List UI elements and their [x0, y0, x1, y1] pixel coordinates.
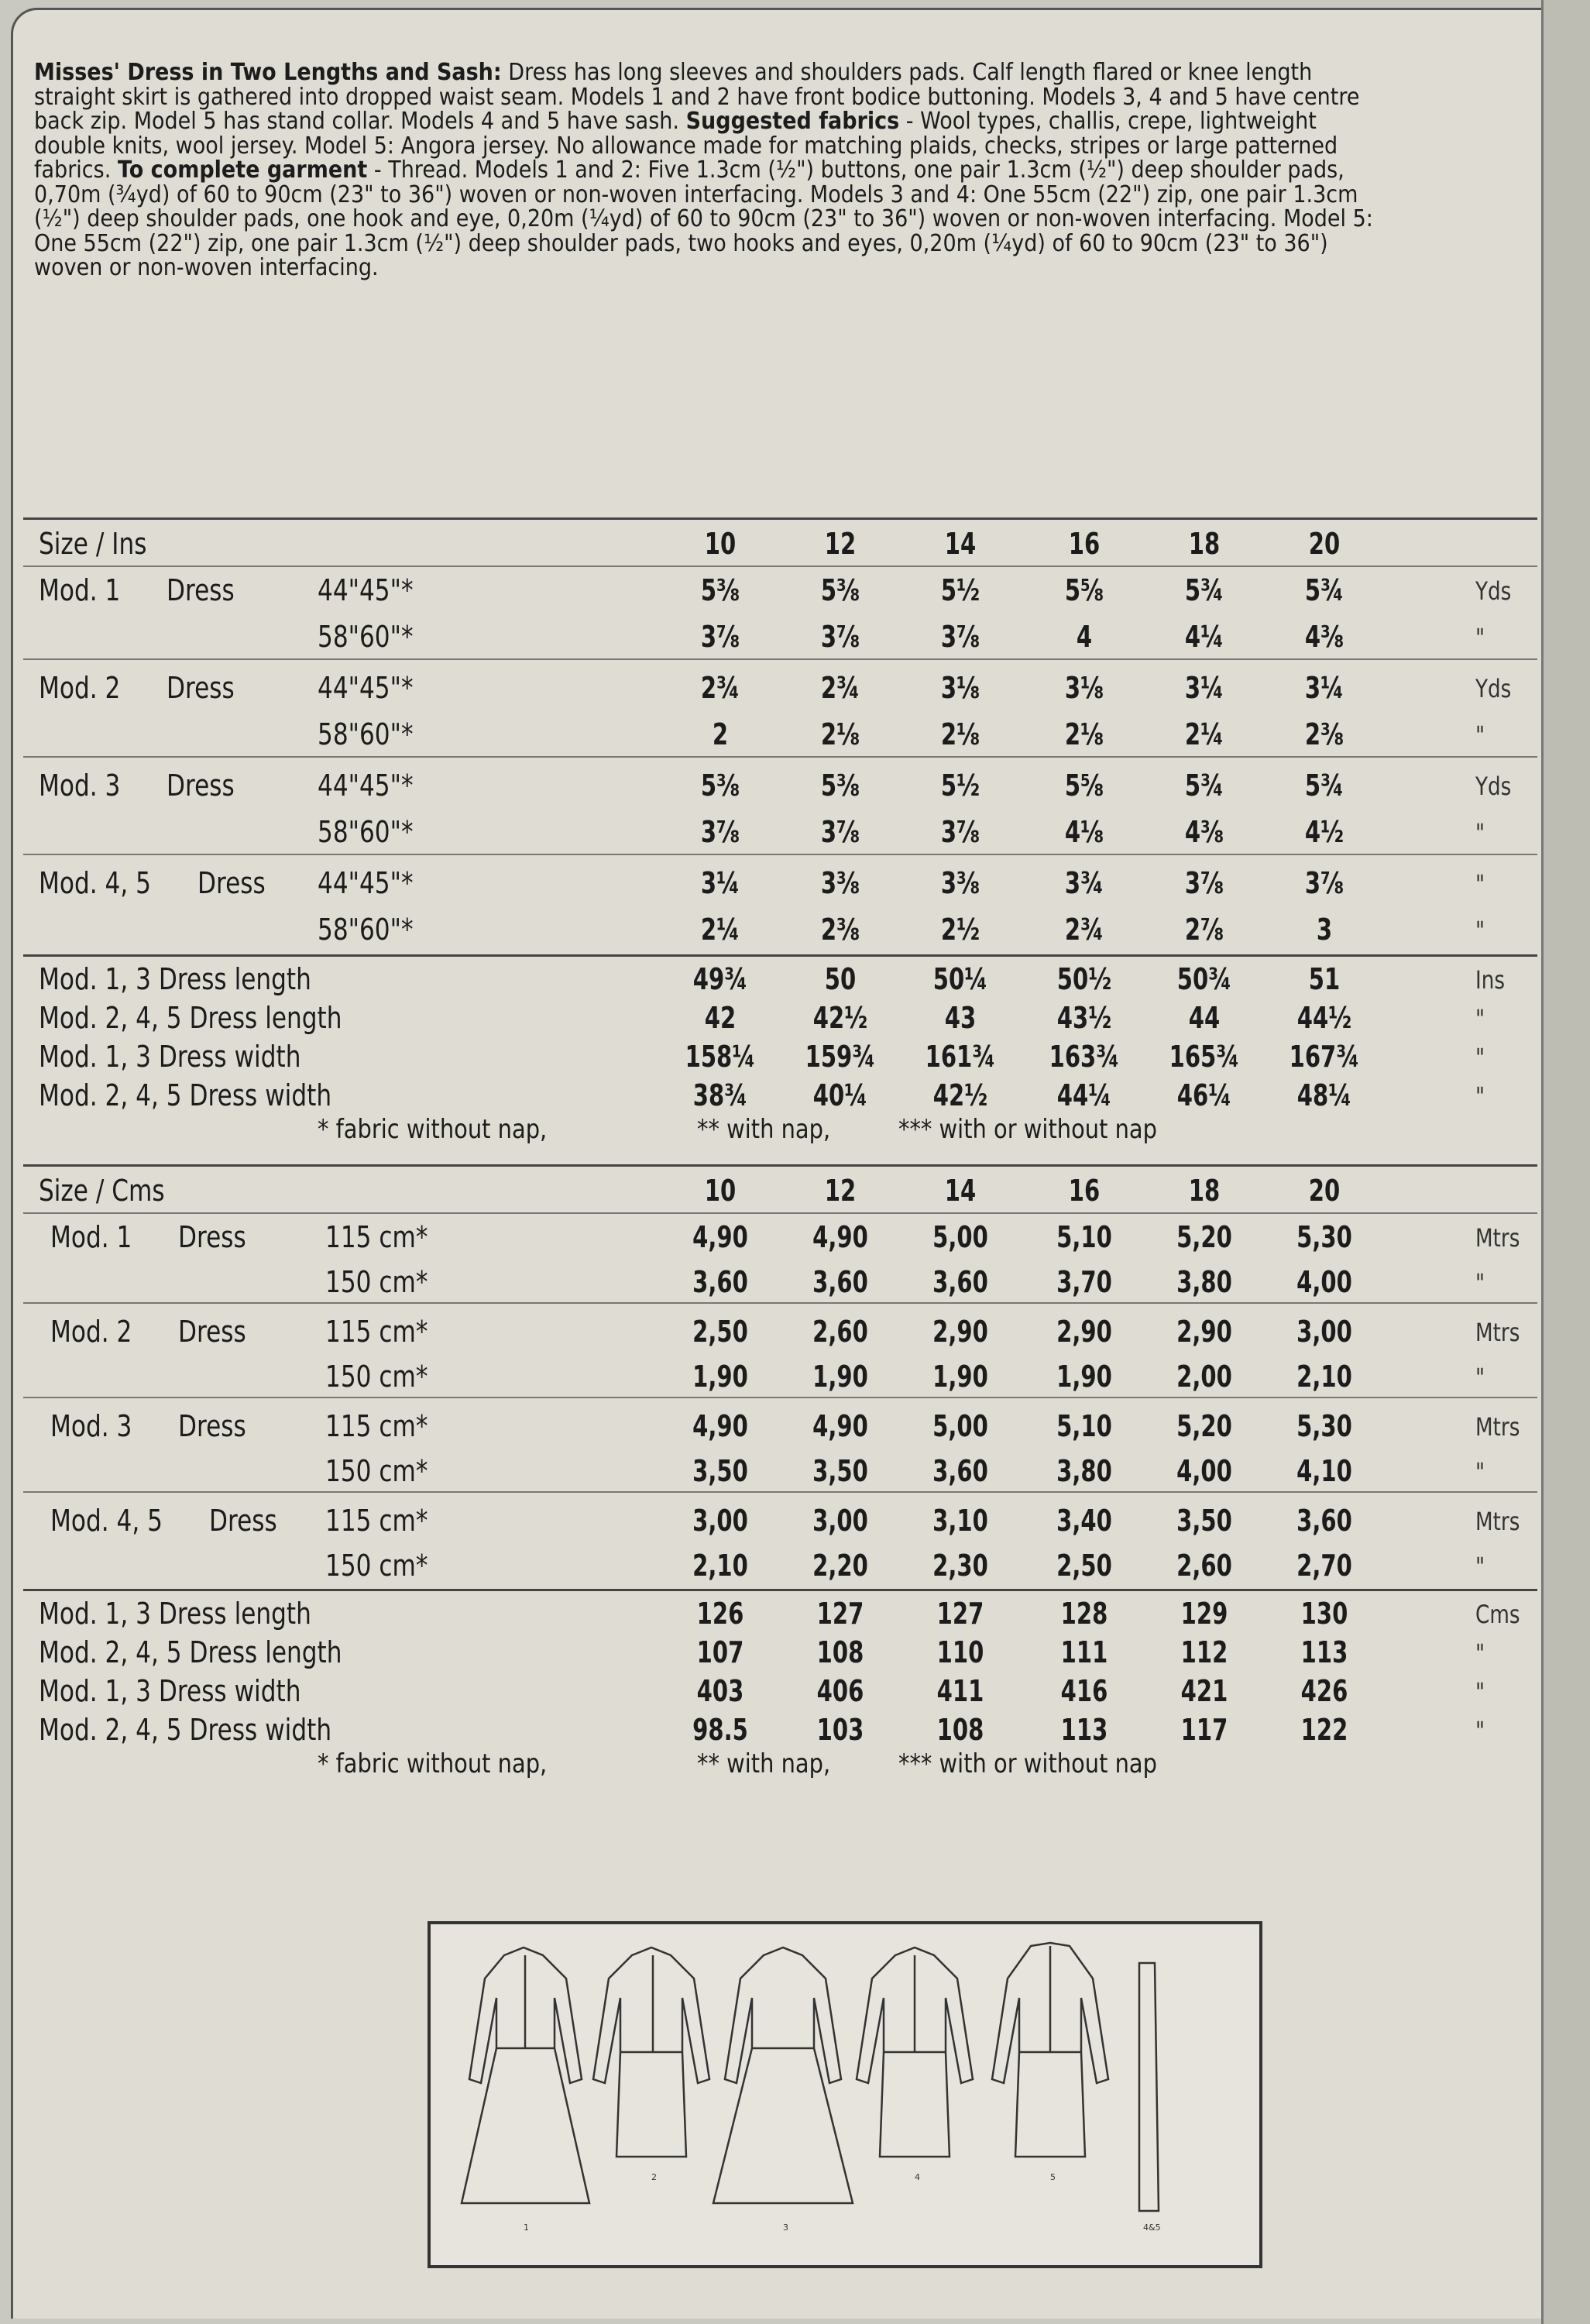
ins-size-20: 20 — [1308, 527, 1341, 561]
cms-measure-cell: 113 — [1060, 1713, 1108, 1747]
cms-yardage-cell: 4,00 — [1296, 1265, 1352, 1299]
cms-unit: " — [1475, 1457, 1485, 1487]
ins-size-14: 14 — [944, 527, 977, 561]
cms-measure-cell: 127 — [936, 1597, 984, 1631]
ins-yardage-cell: 5¾ — [1184, 768, 1224, 803]
drawing-label-5: 5 — [1050, 2172, 1056, 2182]
ins-measure-cell: 163¾ — [1049, 1040, 1120, 1074]
model-1-drawing — [462, 1948, 589, 2203]
cms-unit: " — [1475, 1363, 1485, 1392]
cms-footnote-2: ** with nap, — [697, 1748, 831, 1779]
ins-yardage-cell: 3 — [1316, 913, 1333, 947]
ins-measure-label: Mod. 2, 4, 5 Dress length — [39, 1001, 342, 1035]
cms-yardage-cell: 5,20 — [1176, 1409, 1232, 1443]
ins-yardage-cell: 2 — [712, 717, 729, 751]
cms-unit: Mtrs — [1475, 1223, 1520, 1253]
cms-yardage-cell: 5,00 — [932, 1220, 988, 1254]
table-rule — [23, 854, 1537, 855]
cms-model-label: Mod. 1 — [50, 1220, 132, 1254]
cms-measure-cell: 130 — [1300, 1597, 1348, 1631]
cms-measure-cell: 113 — [1300, 1635, 1348, 1669]
model-3-drawing — [713, 1948, 853, 2203]
cms-measure-unit: " — [1475, 1716, 1485, 1745]
ins-yardage-cell: 5⅜ — [820, 768, 860, 803]
ins-unit: Yds — [1475, 772, 1512, 801]
ins-unit: " — [1475, 818, 1485, 847]
cms-yardage-cell: 3,00 — [692, 1504, 748, 1538]
cms-yardage-cell: 3,40 — [1056, 1504, 1112, 1538]
ins-yardage-cell: 2¼ — [700, 913, 740, 947]
cms-yardage-cell: 5,10 — [1056, 1409, 1112, 1443]
ins-measure-cell: 42½ — [812, 1001, 868, 1035]
ins-yardage-cell: 3¼ — [1184, 671, 1224, 705]
ins-measure-cell: 42 — [704, 1001, 737, 1035]
cms-yardage-cell: 3,80 — [1176, 1265, 1232, 1299]
ins-yardage-cell: 2¼ — [1184, 717, 1224, 751]
ins-size-header: Size / Ins — [39, 527, 147, 561]
ins-fabric-width: 44"45"* — [318, 866, 414, 900]
ins-model-label: Mod. 3 — [39, 768, 121, 803]
cms-yardage-cell: 3,50 — [1176, 1504, 1232, 1538]
table-rule — [23, 566, 1537, 567]
cms-measure-cell: 107 — [696, 1635, 744, 1669]
ins-measure-label: Mod. 2, 4, 5 Dress width — [39, 1078, 332, 1112]
ins-yardage-cell: 3¼ — [700, 866, 740, 900]
ins-yardage-cell: 2⅜ — [1304, 717, 1344, 751]
cms-measure-cell: 416 — [1060, 1674, 1108, 1708]
cms-yardage-cell: 5,30 — [1296, 1220, 1352, 1254]
notions-text: - Thread. Models 1 and 2: Five 1.3cm (½") buttons, one pair 1.3cm (½") deep shoulder pads, 0,70m (¾yd) of 60 to 90cm (23" to 36") woven or non-woven interfacing. Models 3 and 4: One 55cm (22") zip, one pair 1.3cm (½") deep shoulder pads, one hook and eye, 0,20m (¼yd) of 60 to 90cm (23" to 36") woven or non-woven interfacing. Model 5: One 55cm (22") zip, one pair 1.3cm (½") deep shoulder pads, two hooks and eyes, 0,20m (¼yd) of 60 to 90cm (23" to 36") woven or non-woven interfacing. — [34, 156, 1380, 281]
cms-size-14: 14 — [944, 1174, 977, 1208]
ins-fabric-width: 44"45"* — [318, 671, 414, 705]
ins-measure-cell: 42½ — [932, 1078, 988, 1112]
cms-measure-label: Mod. 1, 3 Dress length — [39, 1597, 311, 1631]
ins-yardage-cell: 3⅞ — [700, 620, 740, 654]
notions-label: To complete garment — [117, 156, 368, 184]
cms-fabric-width: 115 cm* — [325, 1315, 428, 1349]
ins-measure-unit: Ins — [1475, 965, 1506, 995]
ins-unit: Yds — [1475, 674, 1512, 703]
model-4-drawing — [857, 1948, 973, 2157]
ins-yardage-cell: 3⅞ — [820, 815, 860, 849]
ins-yardage-cell: 2⅛ — [820, 717, 860, 751]
ins-yardage-cell: 5½ — [940, 768, 980, 803]
cms-yardage-cell: 3,00 — [1296, 1315, 1352, 1349]
cms-garment-label: Dress — [178, 1315, 246, 1349]
ins-yardage-cell: 5⅝ — [1064, 573, 1104, 607]
cms-yardage-cell: 1,90 — [812, 1360, 868, 1394]
table-rule — [23, 1212, 1537, 1214]
table-rule — [23, 658, 1537, 660]
ins-measure-cell: 50¾ — [1176, 962, 1232, 996]
ins-size-16: 16 — [1068, 527, 1101, 561]
cms-yardage-cell: 4,90 — [812, 1220, 868, 1254]
cms-unit: " — [1475, 1268, 1485, 1298]
ins-yardage-cell: 5½ — [940, 573, 980, 607]
ins-yardage-cell: 2¾ — [820, 671, 860, 705]
table-rule — [23, 1164, 1537, 1167]
ins-measure-label: Mod. 1, 3 Dress width — [39, 1040, 301, 1074]
cms-measure-label: Mod. 2, 4, 5 Dress length — [39, 1635, 342, 1669]
cms-fabric-width: 150 cm* — [325, 1454, 428, 1488]
cms-yardage-cell: 3,50 — [812, 1454, 868, 1488]
ins-measure-cell: 43½ — [1056, 1001, 1112, 1035]
envelope-edge — [1541, 0, 1590, 2324]
cms-unit: " — [1475, 1552, 1485, 1581]
ins-fabric-width: 58"60"* — [318, 717, 414, 751]
cms-yardage-cell: 3,60 — [1296, 1504, 1352, 1538]
cms-yardage-cell: 2,30 — [932, 1549, 988, 1583]
cms-measure-cell: 127 — [816, 1597, 864, 1631]
cms-model-label: Mod. 3 — [50, 1409, 132, 1443]
ins-yardage-cell: 3⅜ — [820, 866, 860, 900]
ins-model-label: Mod. 2 — [39, 671, 121, 705]
ins-measure-cell: 161¾ — [925, 1040, 996, 1074]
ins-measure-cell: 51 — [1308, 962, 1341, 996]
cms-measure-cell: 128 — [1060, 1597, 1108, 1631]
ins-yardage-cell: 3⅞ — [820, 620, 860, 654]
table-rule — [23, 517, 1537, 520]
ins-yardage-cell: 3¾ — [1064, 866, 1104, 900]
cms-size-18: 18 — [1188, 1174, 1221, 1208]
ins-unit: Yds — [1475, 576, 1512, 606]
ins-size-10: 10 — [704, 527, 737, 561]
ins-measure-cell: 46¼ — [1176, 1078, 1232, 1112]
cms-measure-cell: 103 — [816, 1713, 864, 1747]
ins-yardage-cell: 3⅜ — [940, 866, 980, 900]
ins-yardage-cell: 5¾ — [1304, 768, 1344, 803]
cms-yardage-cell: 2,20 — [812, 1549, 868, 1583]
cms-measure-cell: 108 — [816, 1635, 864, 1669]
ins-measure-cell: 49¾ — [692, 962, 748, 996]
ins-yardage-cell: 2⅛ — [1064, 717, 1104, 751]
ins-model-label: Mod. 1 — [39, 573, 121, 607]
cms-yardage-cell: 3,10 — [932, 1504, 988, 1538]
ins-yardage-cell: 3⅛ — [940, 671, 980, 705]
cms-footnote-3: *** with or without nap — [898, 1748, 1157, 1779]
cms-yardage-cell: 2,90 — [932, 1315, 988, 1349]
ins-footnote-1: * fabric without nap, — [318, 1114, 548, 1145]
cms-yardage-cell: 2,90 — [1176, 1315, 1232, 1349]
cms-yardage-cell: 5,30 — [1296, 1409, 1352, 1443]
table-rule — [23, 1589, 1537, 1591]
cms-size-10: 10 — [704, 1174, 737, 1208]
ins-yardage-cell: 5⅜ — [820, 573, 860, 607]
cms-measure-cell: 403 — [696, 1674, 744, 1708]
model-2-drawing — [593, 1948, 709, 2157]
ins-yardage-cell: 5⅜ — [700, 573, 740, 607]
ins-yardage-cell: 3⅞ — [940, 620, 980, 654]
cms-size-header: Size / Cms — [39, 1174, 165, 1208]
ins-measure-cell: 43 — [944, 1001, 977, 1035]
ins-unit: " — [1475, 720, 1485, 750]
ins-yardage-cell: 2¾ — [700, 671, 740, 705]
cms-yardage-cell: 5,00 — [932, 1409, 988, 1443]
ins-size-12: 12 — [824, 527, 857, 561]
description-title: Misses' Dress in Two Lengths and Sash: — [34, 59, 502, 86]
cms-yardage-cell: 3,60 — [812, 1265, 868, 1299]
cms-fabric-width: 115 cm* — [325, 1409, 428, 1443]
cms-measure-cell: 129 — [1180, 1597, 1228, 1631]
cms-measure-label: Mod. 1, 3 Dress width — [39, 1674, 301, 1708]
ins-yardage-cell: 4¼ — [1184, 620, 1224, 654]
table-rule — [23, 756, 1537, 758]
table-rule — [23, 1302, 1537, 1304]
ins-unit: " — [1475, 916, 1485, 945]
cms-measure-cell: 98.5 — [692, 1713, 748, 1747]
ins-yardage-cell: 3⅞ — [700, 815, 740, 849]
ins-unit: " — [1475, 869, 1485, 899]
ins-measure-cell: 48¼ — [1296, 1078, 1352, 1112]
ins-garment-label: Dress — [197, 866, 266, 900]
ins-yardage-cell: 3⅞ — [1184, 866, 1224, 900]
drawing-label-4-5: 4&5 — [1143, 2223, 1161, 2233]
ins-yardage-cell: 4⅜ — [1184, 815, 1224, 849]
cms-yardage-cell: 2,10 — [692, 1549, 748, 1583]
cms-yardage-cell: 3,60 — [932, 1454, 988, 1488]
cms-measure-cell: 421 — [1180, 1674, 1228, 1708]
ins-yardage-cell: 4⅜ — [1304, 620, 1344, 654]
cms-measure-cell: 126 — [696, 1597, 744, 1631]
cms-measure-unit: " — [1475, 1638, 1485, 1668]
cms-yardage-cell: 4,10 — [1296, 1454, 1352, 1488]
cms-yardage-cell: 2,90 — [1056, 1315, 1112, 1349]
ins-measure-cell: 40¼ — [812, 1078, 868, 1112]
ins-yardage-cell: 2⅜ — [820, 913, 860, 947]
ins-measure-cell: 50¼ — [932, 962, 988, 996]
ins-yardage-cell: 4½ — [1304, 815, 1344, 849]
cms-size-16: 16 — [1068, 1174, 1101, 1208]
cms-yardage-cell: 1,90 — [692, 1360, 748, 1394]
cms-fabric-width: 150 cm* — [325, 1265, 428, 1299]
ins-model-label: Mod. 4, 5 — [39, 866, 151, 900]
cms-size-12: 12 — [824, 1174, 857, 1208]
ins-measure-cell: 167¾ — [1289, 1040, 1360, 1074]
ins-measure-label: Mod. 1, 3 Dress length — [39, 962, 311, 996]
cms-yardage-cell: 4,90 — [812, 1409, 868, 1443]
ins-yardage-cell: 3⅞ — [940, 815, 980, 849]
drawing-label-3: 3 — [783, 2223, 788, 2233]
ins-size-18: 18 — [1188, 527, 1221, 561]
ins-measure-cell: 50½ — [1056, 962, 1112, 996]
cms-yardage-cell: 3,70 — [1056, 1265, 1112, 1299]
drawing-label-2: 2 — [651, 2172, 657, 2182]
cms-model-label: Mod. 2 — [50, 1315, 132, 1349]
cms-yardage-cell: 2,50 — [692, 1315, 748, 1349]
ins-measure-cell: 159¾ — [805, 1040, 876, 1074]
ins-measure-cell: 158¼ — [685, 1040, 756, 1074]
dress-line-drawings — [431, 1924, 1259, 2265]
cms-yardage-cell: 2,70 — [1296, 1549, 1352, 1583]
ins-fabric-width: 44"45"* — [318, 768, 414, 803]
cms-yardage-cell: 2,60 — [812, 1315, 868, 1349]
cms-garment-label: Dress — [209, 1504, 277, 1538]
cms-measure-cell: 122 — [1300, 1713, 1348, 1747]
ins-yardage-cell: 3⅞ — [1304, 866, 1344, 900]
cms-yardage-cell: 3,60 — [692, 1265, 748, 1299]
ins-yardage-cell: 5⅜ — [700, 768, 740, 803]
cms-measure-unit: Cms — [1475, 1600, 1520, 1629]
drawing-label-4: 4 — [915, 2172, 920, 2182]
cms-yardage-cell: 3,60 — [932, 1265, 988, 1299]
model-5-drawing — [992, 1943, 1108, 2157]
cms-measure-cell: 117 — [1180, 1713, 1228, 1747]
ins-measure-cell: 38¾ — [692, 1078, 748, 1112]
ins-measure-cell: 165¾ — [1169, 1040, 1240, 1074]
table-rule — [23, 1397, 1537, 1398]
cms-measure-cell: 111 — [1060, 1635, 1108, 1669]
ins-measure-cell: 44 — [1188, 1001, 1221, 1035]
cms-measure-cell: 112 — [1180, 1635, 1228, 1669]
cms-unit: Mtrs — [1475, 1412, 1520, 1442]
fabrics-label: Suggested fabrics — [685, 108, 900, 135]
ins-fabric-width: 44"45"* — [318, 573, 414, 607]
table-rule — [23, 954, 1537, 957]
cms-measure-cell: 406 — [816, 1674, 864, 1708]
cms-yardage-cell: 2,50 — [1056, 1549, 1112, 1583]
ins-measure-cell: 44¼ — [1056, 1078, 1112, 1112]
cms-yardage-cell: 5,10 — [1056, 1220, 1112, 1254]
cms-garment-label: Dress — [178, 1220, 246, 1254]
ins-measure-cell: 44½ — [1296, 1001, 1352, 1035]
ins-yardage-cell: 4 — [1076, 620, 1093, 654]
cms-yardage-cell: 2,00 — [1176, 1360, 1232, 1394]
sash-drawing — [1139, 1963, 1159, 2211]
cms-measure-label: Mod. 2, 4, 5 Dress width — [39, 1713, 332, 1747]
cms-yardage-cell: 5,20 — [1176, 1220, 1232, 1254]
ins-yardage-cell: 3¼ — [1304, 671, 1344, 705]
ins-fabric-width: 58"60"* — [318, 620, 414, 654]
ins-yardage-cell: 2½ — [940, 913, 980, 947]
ins-footnote-2: ** with nap, — [697, 1114, 831, 1145]
ins-measure-unit: " — [1475, 1004, 1485, 1033]
cms-yardage-cell: 3,80 — [1056, 1454, 1112, 1488]
cms-unit: Mtrs — [1475, 1318, 1520, 1347]
pattern-description — [34, 60, 1383, 280]
cms-yardage-cell: 3,00 — [812, 1504, 868, 1538]
ins-yardage-cell: 2⅛ — [940, 717, 980, 751]
cms-measure-cell: 411 — [936, 1674, 984, 1708]
ins-yardage-cell: 5¾ — [1304, 573, 1344, 607]
cms-unit: Mtrs — [1475, 1507, 1520, 1536]
cms-footnote-1: * fabric without nap, — [318, 1748, 548, 1779]
ins-measure-unit: " — [1475, 1043, 1485, 1072]
ins-garment-label: Dress — [167, 573, 235, 607]
cms-fabric-width: 115 cm* — [325, 1220, 428, 1254]
ins-yardage-cell: 4⅛ — [1064, 815, 1104, 849]
cms-model-label: Mod. 4, 5 — [50, 1504, 163, 1538]
ins-garment-label: Dress — [167, 768, 235, 803]
description-body: Dress has long sleeves and shoulders pads. Calf length flared or knee length straight skirt is gathered into dropped waist seam. Models 1 and 2 have front bodice buttoning. Models 3, 4 and 5 have centre back zip. Model 5 has stand collar. Models 4 and 5 have sash. — [34, 59, 1367, 135]
cms-fabric-width: 115 cm* — [325, 1504, 428, 1538]
cms-garment-label: Dress — [178, 1409, 246, 1443]
cms-yardage-cell: 4,00 — [1176, 1454, 1232, 1488]
ins-fabric-width: 58"60"* — [318, 913, 414, 947]
ins-footnote-3: *** with or without nap — [898, 1114, 1157, 1145]
ins-measure-cell: 50 — [824, 962, 857, 996]
drawing-label-1: 1 — [524, 2223, 529, 2233]
cms-yardage-cell: 3,50 — [692, 1454, 748, 1488]
cms-yardage-cell: 4,90 — [692, 1220, 748, 1254]
cms-yardage-cell: 4,90 — [692, 1409, 748, 1443]
ins-unit: " — [1475, 623, 1485, 652]
ins-measure-unit: " — [1475, 1081, 1485, 1111]
cms-measure-cell: 426 — [1300, 1674, 1348, 1708]
ins-yardage-cell: 5¾ — [1184, 573, 1224, 607]
cms-yardage-cell: 1,90 — [1056, 1360, 1112, 1394]
fabrics-text: - Wool types, challis, crepe, lightweight double knits, wool jersey. Model 5: Angora jersey. No allowance made for matching plaids, checks, stripes or large patterned fabrics. — [34, 108, 1344, 184]
technical-drawings — [428, 1921, 1262, 2268]
cms-yardage-cell: 2,60 — [1176, 1549, 1232, 1583]
cms-yardage-cell: 2,10 — [1296, 1360, 1352, 1394]
ins-yardage-cell: 2¾ — [1064, 913, 1104, 947]
cms-size-20: 20 — [1308, 1174, 1341, 1208]
ins-fabric-width: 58"60"* — [318, 815, 414, 849]
cms-measure-cell: 108 — [936, 1713, 984, 1747]
cms-yardage-cell: 1,90 — [932, 1360, 988, 1394]
table-rule — [23, 1491, 1537, 1493]
cms-measure-unit: " — [1475, 1677, 1485, 1707]
cms-measure-cell: 110 — [936, 1635, 984, 1669]
ins-yardage-cell: 2⅞ — [1184, 913, 1224, 947]
ins-garment-label: Dress — [167, 671, 235, 705]
ins-yardage-cell: 3⅛ — [1064, 671, 1104, 705]
cms-fabric-width: 150 cm* — [325, 1360, 428, 1394]
ins-yardage-cell: 5⅝ — [1064, 768, 1104, 803]
cms-fabric-width: 150 cm* — [325, 1549, 428, 1583]
